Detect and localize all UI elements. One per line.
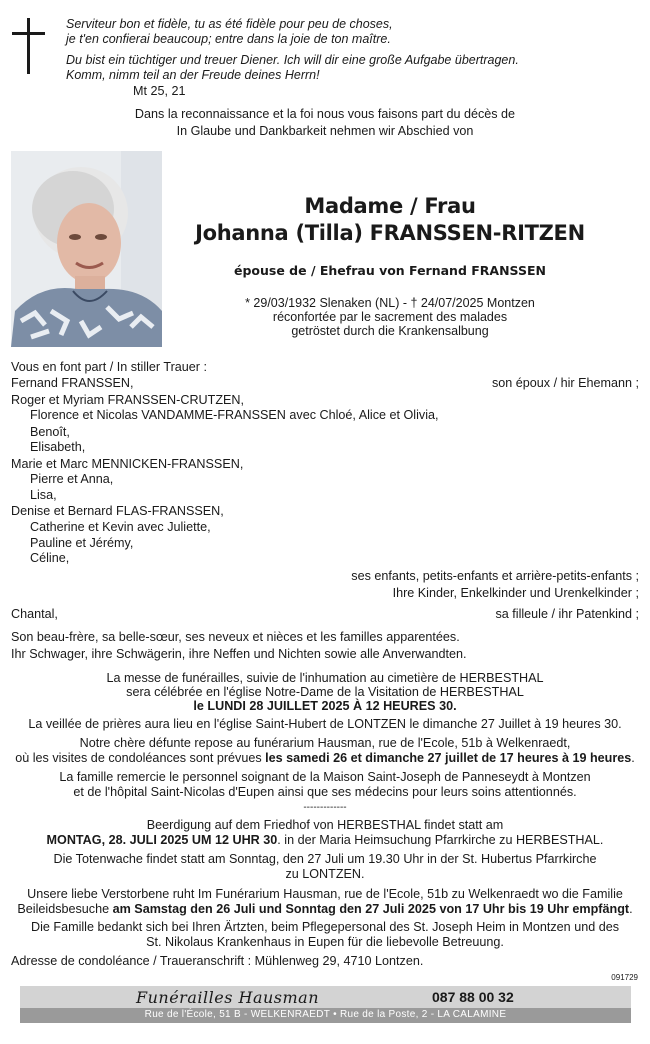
verse-reference: Mt 25, 21	[133, 84, 186, 98]
family-line: Pierre et Anna,	[30, 472, 114, 486]
family-line: Marie et Marc MENNICKEN-FRANSSEN,	[11, 457, 244, 471]
condolence-address: Adresse de condoléance / Traueranschrift : Mühlenweg 29, 4710 Lontzen.	[11, 954, 424, 968]
separator: -------------	[303, 802, 347, 813]
deceased-title: Madame / Frau	[304, 194, 476, 218]
funeral-de-l3: Die Totenwache findet statt am Sonntag, den 27 Juli um 19.30 Uhr in der St. Hubertus Pfarrkirche	[53, 852, 597, 866]
funeral-de-l2-text: . in der Maria Heimsuchung Pfarrkirche zu HERBESTHAL.	[277, 833, 604, 847]
funeral-fr-l8: et de l'hôpital Saint-Nicolas d'Eupen ainsi que ses médecins pour leurs soins attentionnés.	[73, 785, 577, 799]
funeral-fr-visit-times: les samedi 26 et dimanche 27 juillet de 17 heures à 19 heures	[265, 751, 632, 765]
funeral-home-address: Rue de l'École, 51 B - WELKENRAEDT • Rue de la Poste, 2 - LA CALAMINE	[144, 1009, 507, 1020]
children-de: Ihre Kinder, Enkelkinder und Urenkelkinder ;	[392, 586, 639, 600]
funeral-de-date: MONTAG, 28. JULI 2025 UM 12 UHR 30	[46, 833, 278, 847]
funeral-de-l2	[0, 833, 650, 848]
family-line: Catherine et Kevin avec Juliette,	[30, 520, 211, 534]
funeral-fr-l6-text: où les visites de condoléances sont prévues	[15, 751, 266, 765]
mourner-spouse: Fernand FRANSSEN,	[11, 376, 134, 390]
family-line: Pauline et Jérémy,	[30, 536, 134, 550]
funeral-de-l6	[0, 902, 650, 917]
sacrament-fr: réconfortée par le sacrement des malades	[272, 310, 508, 324]
mourners-heading: Vous en font part / In stiller Trauer :	[11, 360, 208, 374]
funeral-de-l6-text: Beileidsbesuche	[17, 902, 113, 916]
verse-fr-line1: Serviteur bon et fidèle, tu as été fidèle pour peu de choses,	[66, 17, 393, 31]
relatives-de: Ihr Schwager, ihre Schwägerin, ihre Neffen und Nichten sowie alle Anverwandten.	[11, 647, 467, 661]
funeral-fr-date: le LUNDI 28 JUILLET 2025 À 12 HEURES 30.	[193, 699, 457, 713]
funeral-de-l6-end: .	[629, 902, 633, 916]
reference-code: 091729	[611, 973, 638, 982]
intro-de: In Glaube und Dankbarkeit nehmen wir Abschied von	[176, 124, 474, 138]
funeral-fr-l5: Notre chère défunte repose au funérarium Hausman, rue de l'Ecole, 51b à Welkenraedt,	[79, 736, 571, 750]
family-line: Florence et Nicolas VANDAMME-FRANSSEN avec Chloé, Alice et Olivia,	[30, 408, 439, 422]
funeral-fr-l2: sera célébrée en l'église Notre-Dame de la Visitation de HERBESTHAL	[126, 685, 524, 699]
funeral-de-l8: St. Nikolaus Krankenhaus in Eupen für die liebevolle Betreuung.	[146, 935, 504, 949]
funeral-fr-l4: La veillée de prières aura lieu en l'église Saint-Hubert de LONTZEN le dimanche 27 Juillet à 19 heures 30.	[28, 717, 622, 731]
verse-de-line2: Komm, nimm teil an der Freude deines Herrn!	[66, 68, 320, 82]
deceased-spouse: épouse de / Ehefrau von Fernand FRANSSEN	[233, 263, 547, 278]
family-line: Denise et Bernard FLAS-FRANSSEN,	[11, 504, 224, 518]
family-line: Roger et Myriam FRANSSEN-CRUTZEN,	[11, 393, 245, 407]
deceased-portrait	[11, 151, 162, 347]
funeral-de-l1: Beerdigung auf dem Friedhof von HERBESTHAL findet statt am	[146, 818, 504, 832]
verse-fr-line2: je t'en confierai beaucoup; entre dans la joie de ton maître.	[66, 32, 391, 46]
funeral-fr-l7: La famille remercie le personnel soignant de la Maison Saint-Joseph de Panneseydt à Montzen	[59, 770, 591, 784]
mourner-spouse-role: son époux / hir Ehemann ;	[491, 376, 639, 390]
funeral-de-l5: Unsere liebe Verstorbene ruht Im Funérarium Hausman, rue de l'Ecole, 51b zu Welkenraedt wo die Familie	[27, 887, 623, 901]
funeral-de-visit-times: am Samstag den 26 Juli und Sonntag den 27 Juli 2025 von 17 Uhr bis 19 Uhr empfängt	[112, 902, 630, 916]
deceased-dates: * 29/03/1932 Slenaken (NL) - † 24/07/2025 Montzen	[245, 296, 535, 310]
relatives-fr: Son beau-frère, sa belle-sœur, ses neveux et nièces et les familles apparentées.	[11, 630, 460, 644]
children-fr: ses enfants, petits-enfants et arrière-petits-enfants ;	[351, 569, 639, 583]
deceased-name: Johanna (Tilla) FRANSSEN-RITZEN	[195, 221, 585, 245]
godchild-name: Chantal,	[11, 607, 58, 621]
funeral-fr-l6-end: .	[631, 751, 635, 765]
family-line: Lisa,	[30, 488, 57, 502]
intro-fr: Dans la reconnaissance et la foi nous vous faisons part du décès de	[134, 107, 516, 121]
funeral-fr-l1: La messe de funérailles, suivie de l'inhumation au cimetière de HERBESTHAL	[106, 671, 544, 685]
family-line: Elisabeth,	[30, 440, 86, 454]
family-line: Céline,	[30, 551, 70, 565]
funeral-home-name: Funérailles Hausman	[136, 988, 320, 1007]
family-line: Benoît,	[30, 425, 70, 439]
funeral-de-l7: Die Famille bedankt sich bei Ihren Ärtzten, beim Pflegepersonal des St. Joseph Heim in Montzen und des	[30, 920, 620, 934]
verse-de-line1: Du bist ein tüchtiger und treuer Diener. Ich will dir eine große Aufgabe übertragen.	[66, 53, 519, 67]
funeral-fr-l6	[0, 751, 650, 766]
funeral-home-banner	[20, 986, 631, 1023]
godchild-role: sa filleule / ihr Patenkind ;	[495, 607, 639, 621]
sacrament-de: getröstet durch die Krankensalbung	[291, 324, 489, 338]
funeral-de-l4: zu LONTZEN.	[285, 867, 365, 881]
funeral-home-phone: 087 88 00 32	[432, 989, 514, 1005]
